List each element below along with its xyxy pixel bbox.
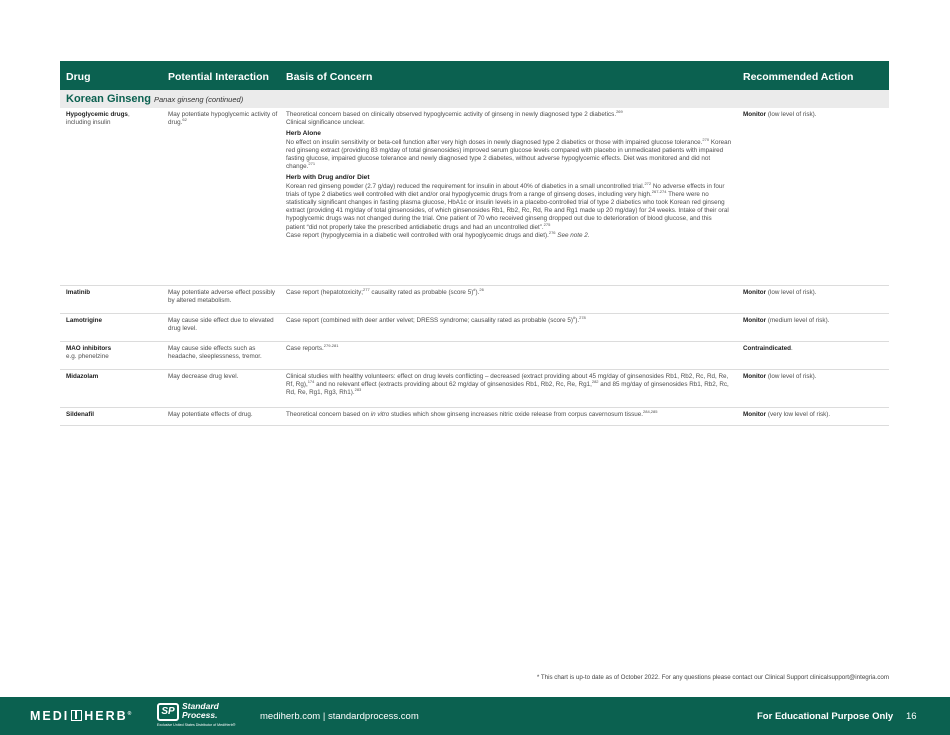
website-links[interactable]: mediherb.com | standardprocess.com bbox=[260, 711, 419, 722]
table-row bbox=[60, 370, 889, 408]
header-action: Recommended Action bbox=[743, 71, 854, 83]
page-number: 16 bbox=[906, 711, 917, 722]
interaction-text: May potentiate effects of drug. bbox=[168, 411, 253, 418]
table-row: Hypoglycemic drugs, including insulin May potentiate hypoglycemic activity of drug.$^{62}$ Theoretical concern based on clinically observed hypoglycemic activity of ginseng in newly diagnosed type 2 diabetics.$^{269}$ Clinical significance unclear. Herb Alone No effect on insulin sensitivity or beta-cell function after very high doses in newly diagnosed type 2 diabetics or those with impaired glucose tolerance.$^{270}$ Korean red ginseng extract (providing 83 mg/day of total ginsenosides) improved serum glucose levels compared with placebo in unmedicated patients with impaired fasting glucose, impaired glucose tolerance and newly diagnosed type 2 diabetes, without adverse hypoglycemic effects. Diet was monitored and did not change.$^{271}$ Herb with Drug and/or Diet Korean red ginseng powder (2.7 g/day) reduced the requirement for insulin in about 40% of diabetics in a small uncontrolled trial.$^{272}$ No adverse effects in four trials of type 2 diabetics well controlled with diet and/or oral hypoglycemic drugs from a range of ginseng doses, including very high.$^{267-274}$ There were no statistically significant changes in fasting plasma glucose, HbA1c or insulin levels in a placebo-controlled trial of type 2 diabetics who took Korean red ginseng extract (providing 41 mg/day of total ginsenosides, of which ginsenosides Rb1, Rb2, Rc, Rd, Re and Rg1 made up 20 mg/day) for 24 weeks. Intake of their oral hypoglycemic drugs was not changed during the trial. One patient of 70 who received ginseng dropped out due to deterioration of blood glucose, and this patient “did not properly take the prescribed antidiabetic drugs and had an uncontrolled diet”.$^{275}$ Case report (hypoglycemia in a diabetic well controlled with oral hypoglycemic drugs and diet).$^{276}$ See note 2. Monitor (low level of risk). bbox=[60, 108, 889, 286]
herb-latin: Panax ginseng (continued) bbox=[153, 95, 244, 104]
leaf-icon bbox=[71, 710, 82, 721]
section-title bbox=[60, 90, 889, 108]
basis-text: Clinical studies with healthy volunteers: effect on drug levels conflicting – decreased (extract providing about 45 mg/day of ginsenosides Rb1, Rb2, Rc, Rd, Re, Rf, Rg),$^{174}$ and no relevant effect (extracts providing about 62 mg/day of ginsenosides Rb1, Rb2, Rc, Re, Rg1,$^{282}$ and 85 mg/day of ginsenosides Rb1, Rb2, Rc, Rd, Re, Rg1, Rg3, Rh1).$^{283}$ bbox=[286, 373, 729, 397]
interaction-text: May cause side effect due to elevated drug level. bbox=[168, 317, 274, 333]
educational-purpose-label: For Educational Purpose Only bbox=[757, 711, 894, 722]
interaction-text: May decrease drug level. bbox=[168, 373, 239, 380]
recommended-action: Monitor (low level of risk). bbox=[743, 289, 817, 296]
header-interaction: Potential Interaction bbox=[168, 71, 269, 83]
footnote: * This chart is up-to date as of October 2022. For any questions please contact our Clinical Support clinicalsupport@integria.com bbox=[536, 674, 889, 681]
drug-name: Sildenafil bbox=[66, 411, 94, 418]
table-row bbox=[60, 342, 889, 370]
subheading-herb-with-drug: Herb with Drug and/or Diet bbox=[286, 174, 370, 182]
basis-text: Case report (hepatotoxicity;$^{277}$ causality rated as probable (score 5)#).$^{26}$ bbox=[286, 287, 484, 296]
table-row bbox=[60, 314, 889, 342]
drug-name: Midazolam bbox=[66, 373, 99, 380]
basis-text: Case report (combined with deer antler velvet; DRESS syndrome; causality rated as probable (score 5)#).$^{278}$ bbox=[286, 315, 586, 324]
interaction-table bbox=[60, 61, 889, 426]
table-row bbox=[60, 286, 889, 314]
interaction-text: May potentiate hypoglycemic activity of drug.$^{62}$ bbox=[168, 111, 278, 127]
header-basis: Basis of Concern bbox=[286, 71, 373, 83]
recommended-action: Monitor (medium level of risk). bbox=[743, 317, 830, 324]
recommended-action: Monitor (low level of risk). bbox=[743, 373, 817, 380]
drug-sub: including insulin bbox=[66, 119, 111, 127]
header-drug: Drug bbox=[66, 71, 91, 83]
recommended-action: Monitor (very low level of risk). bbox=[743, 411, 831, 418]
drug-name: Imatinib bbox=[66, 289, 91, 296]
footer-bar: MEDI HERB® SP Standard Process. Exclusive United States Distributor of MediHerb® mediherb.com | standardprocess.com For Educational Purpose Only 16 bbox=[0, 697, 950, 735]
sp-mark-icon: SP bbox=[157, 703, 179, 721]
drug-sub: e.g. phenelzine bbox=[66, 353, 109, 361]
interaction-text: May cause side effects such as headache, sleeplessness, tremor. bbox=[168, 345, 262, 361]
table-header bbox=[60, 61, 889, 90]
recommended-action: Monitor (low level of risk). bbox=[743, 111, 817, 118]
basis-text: Theoretical concern based on clinically observed hypoglycemic activity of ginseng in newly diagnosed type 2 diabetics.$^{269}$ Clinical significance unclear. Herb Alone No effect on insulin sensitivity or beta-cell function after very high doses in newly diagnosed type 2 diabetics or those with impaired glucose tolerance.$^{270}$ Korean red ginseng extract (providing 83 mg/day of total ginsenosides) improved serum glucose levels compared with placebo in unmedicated patients with impaired fasting glucose, impaired glucose tolerance and newly diagnosed type 2 diabetes, without adverse hypoglycemic effects. Diet was monitored and did not change.$^{271}$ Herb with Drug and/or Diet Korean red ginseng powder (2.7 g/day) reduced the requirement for insulin in about 40% of diabetics in a small uncontrolled trial.$^{272}$ No adverse effects in four trials of type 2 diabetics well controlled with diet and/or oral hypoglycemic drugs from a range of ginseng doses, including very high.$^{267-274}$ There were no statistically significant changes in fasting plasma glucose, HbA1c or insulin levels in a placebo-controlled trial of type 2 diabetics who took Korean red ginseng extract (providing 41 mg/day of total ginsenosides, of which ginsenosides Rb1, Rb2, Rc, Rd, Re and Rg1 made up 20 mg/day) for 24 weeks. Intake of their oral hypoglycemic drugs was not changed during the trial. One patient of 70 who received ginseng dropped out due to deterioration of blood glucose, and this patient “did not properly take the prescribed antidiabetic drugs and had an uncontrolled diet”.$^{275}$ Case report (hypoglycemia in a diabetic well controlled with oral hypoglycemic drugs and diet).$^{276}$ See note 2. bbox=[286, 109, 732, 239]
herb-name: Korean Ginseng bbox=[66, 93, 151, 105]
drug-name: MAO inhibitors bbox=[66, 345, 112, 352]
drug-name: Hypoglycemic drugs bbox=[66, 111, 128, 118]
table-row bbox=[60, 408, 889, 426]
subheading-herb-alone: Herb Alone bbox=[286, 130, 321, 138]
basis-text: Case reports.$^{279-281}$ bbox=[286, 343, 339, 352]
mediherb-logo: MEDI HERB® bbox=[30, 709, 132, 723]
basis-text: Theoretical concern based on in vitro studies which show ginseng increases nitric oxide release from corpus cavernosum tissue.$^{284,285}$ bbox=[286, 409, 658, 418]
interaction-text: May potentiate adverse effect possibly by altered metabolism. bbox=[168, 289, 275, 305]
recommended-action: Contraindicated. bbox=[743, 345, 793, 352]
drug-name: Lamotrigine bbox=[66, 317, 103, 324]
